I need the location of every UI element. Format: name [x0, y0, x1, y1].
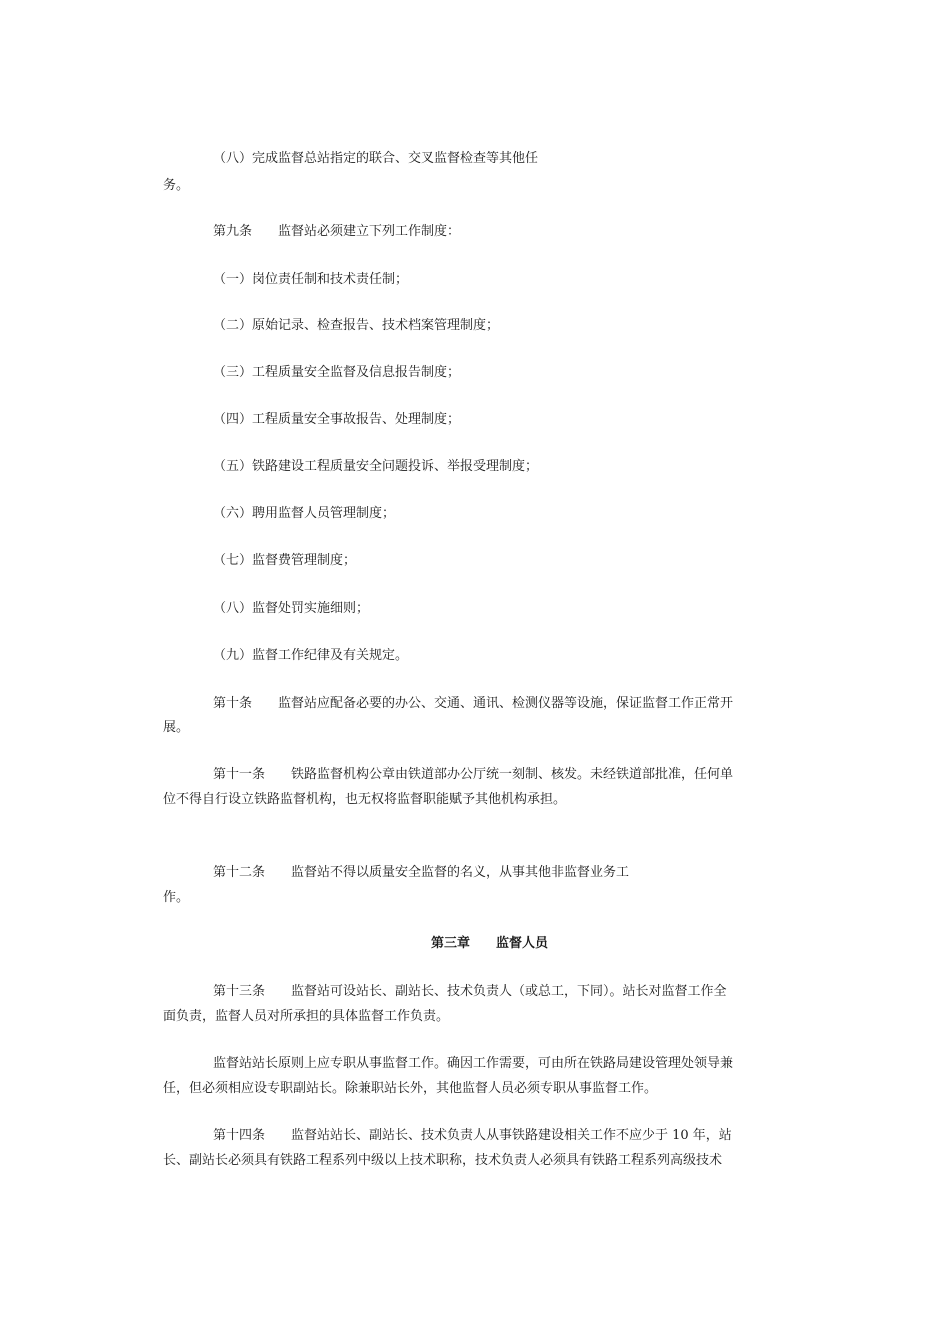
text-line: （七）监督费管理制度； [213, 553, 357, 568]
text-line: （八）监督处罚实施细则； [213, 601, 370, 616]
text-line: （四）工程质量安全事故报告、处理制度； [213, 412, 461, 427]
text-line: （六）聘用监督人员管理制度； [213, 506, 396, 521]
text-line: （二）原始记录、检查报告、技术档案管理制度； [213, 318, 500, 333]
text-line: 监督站站长原则上应专职从事监督工作。确因工作需要，可由所在铁路局建设管理处领导兼 [213, 1056, 734, 1071]
text-line: （八）完成监督总站指定的联合、交叉监督检查等其他任 [213, 151, 539, 166]
text-line: 第十四条 监督站站长、副站长、技术负责人从事铁路建设相关工作不应少于 10 年，站 [213, 1128, 732, 1143]
text-line: 长、副站长必须具有铁路工程系列中级以上技术职称，技术负责人必须具有铁路工程系列高级技术 [163, 1153, 723, 1168]
text-line: 面负责，监督人员对所承担的具体监督工作负责。 [163, 1009, 450, 1024]
text-line: 任，但必须相应设专职副站长。除兼职站长外，其他监督人员必须专职从事监督工作。 [163, 1081, 658, 1096]
text-line: 展。 [163, 720, 190, 735]
text-line: （五）铁路建设工程质量安全问题投诉、举报受理制度； [213, 459, 539, 474]
text-line: 作。 [163, 890, 190, 905]
chapter-heading: 第三章 监督人员 [431, 936, 549, 951]
text-line: 位不得自行设立铁路监督机构，也无权将监督职能赋予其他机构承担。 [163, 792, 567, 807]
text-line: （九）监督工作纪律及有关规定。 [213, 648, 409, 663]
text-line: 第十三条 监督站可设站长、副站长、技术负责人（或总工，下同）。站长对监督工作全 [213, 984, 727, 999]
text-line: 第九条 监督站必须建立下列工作制度： [213, 224, 461, 239]
text-line: 第十条 监督站应配备必要的办公、交通、通讯、检测仪器等设施，保证监督工作正常开 [213, 696, 734, 711]
text-line: （三）工程质量安全监督及信息报告制度； [213, 365, 461, 380]
text-line: 务。 [163, 178, 190, 193]
text-line: （一）岗位责任制和技术责任制； [213, 272, 409, 287]
text-line: 第十一条 铁路监督机构公章由铁道部办公厅统一刻制、核发。未经铁道部批准，任何单 [213, 767, 734, 782]
text-line: 第十二条 监督站不得以质量安全监督的名义，从事其他非监督业务工 [213, 865, 630, 880]
